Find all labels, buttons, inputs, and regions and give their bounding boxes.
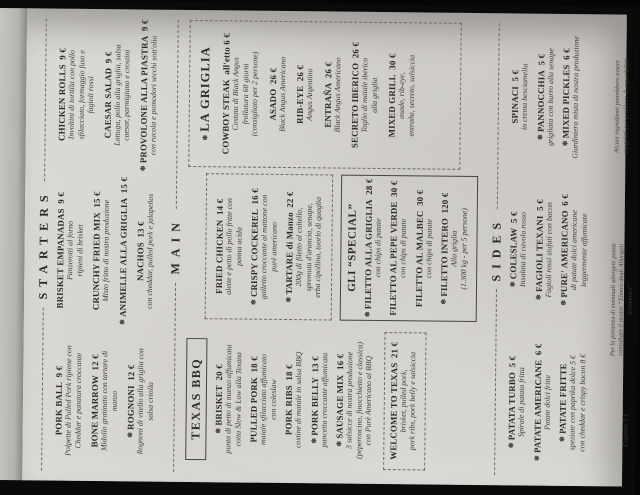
item-desc: con coleslaw [268,379,278,420]
item-desc: manzo [109,390,119,412]
item-desc: fagioli rossi [85,76,96,114]
menu-item [349,42,379,148]
coperto-note: Coperto 3 € [621,413,630,447]
starters-column-2 [55,176,164,325]
menu-item [55,192,85,309]
item-desc: con cheddar e crispy bacon 8 € [576,353,587,452]
item-name: PATATA TURBO [506,371,518,441]
item-price: 12 € [90,354,101,376]
menu-item [213,344,243,453]
menu-item [560,36,581,159]
frozen-icon: ❄ [536,133,545,141]
texas-bbq-column [185,325,426,474]
item-title [309,353,320,448]
item-desc: pork ribs, pork belly e salsiccia [407,351,418,451]
menu-item [535,48,556,146]
starters-header-row [34,18,54,470]
item-price: 30 € [387,53,398,75]
item-desc: ripieni di brisket [74,224,85,277]
item-title [362,178,373,317]
item-price: 9 € [55,192,66,209]
menu-item [387,53,417,137]
note-line: consultare il nostro “Elenco degli Allergeni [617,243,626,356]
item-title [439,193,450,305]
item-name: PORK RIBS [283,385,294,436]
menu-item [138,19,159,171]
gli-special-items [362,177,475,319]
item-title [55,192,66,308]
item-desc: Black Angus Americano [332,57,342,133]
frozen-icon: ❄ [249,298,258,306]
item-desc: spremuta d'arancia, senape, [303,203,314,292]
item-name: PATATE FRITTE [557,363,569,434]
item-desc: Lattuga, pollo alla griglia, salsa [111,44,123,146]
item-name: ENTRAÑA [322,82,333,128]
item-desc: Fagioli rossi stufati con bacon [543,201,554,298]
frozen-icon: ❄ [558,435,567,442]
item-desc: di patate dolci americane [568,210,579,291]
menu-item [334,342,374,459]
menu-item [388,181,409,316]
menu-item [388,342,418,460]
frozen-icon: ❄ [363,311,372,318]
menu-item [214,198,244,295]
item-desc: Black Angus Americano [277,56,287,132]
item-name: FILETTO AL MALBEC [413,210,425,308]
item-name: PATATE AMERICANE [531,359,543,454]
item-price: 30 € [414,189,425,211]
item-price: 18 € [283,364,295,386]
item-name: FILETTO INTERO [438,217,450,297]
menu-item [508,211,528,287]
item-name: PURE' AMERICANO [558,210,570,298]
item-desc: (consigliato per 2 persone) [249,51,260,137]
item-title [532,344,543,462]
item-title [295,65,306,124]
item-name: COLESLAW [508,227,519,280]
allergen-note [609,205,636,395]
item-price: 16 € [335,353,346,375]
item-name: PANNOCCHIA [535,70,546,133]
main-grid [185,20,486,475]
main-header-row [166,20,186,472]
item-price: 20 € [213,364,225,386]
dashed-rule [41,307,44,470]
frozen-icon: ❄ [126,431,135,438]
item-desc: maiale sfilacciato affumicato [258,353,269,445]
menu-item [248,354,278,445]
sides-column-1 [506,329,608,477]
item-desc: asado, rib-eye, [396,72,407,119]
main-center-column [187,173,479,323]
la-griglia-items [220,23,424,166]
item-name: BRISKET EMPANADAS [54,208,66,309]
item-desc: Angus Argentino [304,68,315,121]
item-desc: costine di maiale in salsa BBQ [293,351,304,449]
item-title [322,57,333,132]
menu-item [559,194,589,306]
sides-section-title: SIDES [489,216,504,282]
item-name: PORK BALL [53,381,65,436]
item-name: SPINACI [509,85,521,124]
menu-item [134,193,155,308]
menu-item [284,191,324,303]
item-price: 18 € [249,356,260,378]
item-price: 9 € [54,365,65,382]
la-griglia-title [197,23,213,164]
item-title [220,33,231,154]
dashed-rule [497,23,500,209]
item-name: PORK BELLY [308,376,320,436]
item-desc: in crema besciamella [519,63,530,131]
welcome-to-texas-box [383,332,426,470]
item-desc: salsa criolla [145,381,155,421]
item-price: all'etto 6 € [221,33,232,80]
item-title [388,181,399,316]
item-name: FRIED CHICKEN [213,219,225,294]
menu-item [102,44,132,146]
main-section-title: MAIN [168,217,183,275]
item-price: 30 € [388,180,400,202]
menu-item [506,356,526,449]
menu-item [557,354,587,452]
item-name: FILETTO AL PEPE VERDE [387,201,399,316]
item-desc: con rucola e pomodori secchi sott'olio [147,35,159,156]
item-name: ASADO [267,88,278,121]
item-desc: purè americano [268,222,279,272]
starters-section-title: STARTERS [35,189,52,300]
menu-item [249,188,279,305]
item-price: 9 € [102,51,113,68]
la-griglia-label: LA GRIGLIA [197,46,213,132]
item-price: 5 € [535,53,546,71]
item-title [535,48,546,146]
item-desc: Giardiniera mista di nostra produzione [570,36,581,159]
item-price: 15 € [118,176,129,198]
menu-footer [608,24,638,476]
la-griglia-box [188,20,462,170]
item-name: CHICKEN ROLLS [56,64,68,141]
item-name: NACHOS [134,242,145,282]
item-price: 26 € [295,64,306,86]
item-desc: grigliata con burro alla senape [545,48,556,146]
item-name: RIB-EYE [294,85,306,124]
item-desc: Rognoni di vitello alla griglia con [135,348,146,455]
item-price: 26 € [322,61,333,83]
item-price: 9 € [57,48,68,65]
item-desc: Midollo gratinato con tartare di [99,350,110,452]
item-desc: galletto croccante al mattone con [258,194,269,300]
item-title [388,342,399,460]
item-name: SECRETO IBERICO [349,62,361,149]
item-price: 5 € [508,211,519,228]
menu-item [89,351,119,452]
menu-item [510,63,530,130]
note-line: Alimentari” [626,284,634,316]
item-title [117,177,129,325]
item-title [533,199,544,300]
item-name: PROVOLONE ALLA PIASTRA [137,35,150,164]
menu-item [533,199,554,300]
item-price: 6 € [559,194,570,211]
starters-column-1 [53,330,161,471]
item-price: 22 € [284,191,296,213]
frozen-icon: ❄ [532,454,541,462]
item-price: 26 € [267,67,278,89]
item-price: 13 € [134,221,146,243]
item-desc: speziate con paprika dolce 5 € [567,355,578,451]
sides-grid [506,23,611,476]
item-desc: brisket, pulled pork, [397,369,408,433]
item-desc: erba cipollina, tuorlo di quaglia [312,196,323,298]
item-desc: con Purè Americano al BBQ [363,355,374,446]
item-desc: Costata di Black Angus [230,57,241,131]
item-desc: Taglio di maiale iberico [359,57,370,133]
dashed-rule [44,18,47,181]
item-name: TARTARE di Manzo [283,212,295,295]
item-price: 16 € [249,188,261,210]
item-price: 12 € [125,364,137,386]
item-name: MIXED GRILL [386,74,398,138]
item-name: PULLED PORK [248,376,260,443]
menu-item [267,57,287,132]
item-desc: Insalata di cavolo rosso [518,212,528,287]
item-desc: 200g di filetto al coltello, [294,207,304,287]
item-name: BRISKET [213,385,224,426]
note-line: Per la presenza di eventuali allergeni potete [609,243,618,357]
item-title [413,190,424,308]
item-desc: punta di petto di manzo affumicata [223,344,234,454]
item-name: MIXED PICKLES [560,64,572,139]
note-line: Alcuni ingredienti potrebbero essere [613,59,622,153]
item-title [387,53,398,137]
sides-column-3 [509,23,611,171]
menu-item [283,351,304,448]
item-name: ROGNONI [125,385,136,430]
item-price: 6 € [532,343,543,360]
item-desc: Involtini di tortilla con pollo [66,49,77,140]
item-price: 28 € [363,178,374,200]
item-desc: Misto fritto di nostra produzione [100,199,111,302]
gli-special-box [339,174,478,322]
item-desc: Spirale di patata fritta [516,367,527,438]
menu-item [57,48,96,141]
item-desc: Panzerotti al forno [65,220,75,280]
item-desc: Cheddar e panatura croccante [72,352,83,449]
item-price: 5 € [507,355,518,373]
item-desc: Alla griglia [449,230,459,267]
item-desc: sfilacciato, formaggio fuso e [76,50,86,140]
item-price: 5 € [510,69,521,87]
frozen-icon: ❄ [507,442,516,449]
gli-special-title: GLI “SPECIAL” [345,203,359,292]
main-center-box [205,173,333,321]
item-price: 26 € [350,41,361,63]
frozen-icon: ❄ [138,165,147,172]
item-price: 120 € [439,192,451,219]
la-griglia-column [188,20,462,170]
item-title [102,44,113,145]
item-desc: (1.300 kg - per 5 persone) [458,208,469,290]
item-desc: entraña, secreto, salsiccia [406,54,416,137]
item-name: CAESAR SALAD [102,67,113,139]
item-desc: Polpette di Pulled Pork ripiene con [63,345,74,456]
item-price: 13 € [309,356,320,378]
frozen-icon: ❄ [439,298,448,305]
item-name: WELCOME TO TEXAS [387,362,399,460]
item-name: ANIMELLE ALLA GRIGLIA [117,197,129,317]
menu-content [28,18,634,476]
item-desc: con chips di patate [423,218,434,279]
frozen-icon: ❄ [534,293,543,301]
frozen-icon: ❄ [559,299,568,306]
menu-item [53,345,83,456]
frozen-icon: ❄ [201,133,210,141]
menu-paper [22,8,634,486]
item-name: FAGIOLI TEXANI [533,215,545,293]
item-price: 21 € [388,341,399,363]
menu-item [117,177,129,325]
frozen-icon: ❄ [561,140,570,147]
item-desc: frollatura 60 giorni [240,63,250,125]
menu-item [91,191,112,310]
starters-column-3 [56,19,165,172]
frozen-icon: ❄ [118,318,127,325]
dashed-rule [494,290,497,476]
item-title [510,63,521,130]
menu-item [413,190,434,308]
item-desc: alla griglia [369,77,379,113]
frozen-icon: ❄ [284,296,293,303]
item-price: 6 € [561,48,572,65]
menu-item [295,65,315,124]
item-price: 15 € [91,191,103,213]
menu-item [220,33,260,155]
item-name: COWBOY STEAK [220,79,232,155]
item-desc: cotta Slow & Low alla Texana [232,351,243,447]
menu-item [439,193,469,305]
dashed-rule [176,20,179,209]
sides-column-2 [508,176,610,324]
item-name: CRUNCHY FRIED MIX [90,212,102,311]
item-desc: con cheddar, pulled pork e jalapeños [144,193,155,309]
frozen-icon: ❄ [309,437,318,444]
item-desc: Patate dolci fritte [542,374,552,430]
item-desc: con chips di patate [372,218,383,278]
item-desc: alette e petto di pollo fritte con [223,198,234,295]
item-desc: con chips di patate [398,218,408,278]
frozen-icon: ❄ [214,427,223,434]
item-price: 9 € [139,19,150,36]
item-desc: pancetta croccante affumicata [318,352,329,448]
item-name: BONE MARROW [89,375,101,448]
note-line: congelati per problemi di reperibilità [622,58,631,155]
menu-item [322,57,342,132]
texas-bbq-items [213,326,380,474]
item-price: 14 € [214,198,225,220]
item-desc: panna acida [233,227,244,266]
item-desc: leggermente affumicate [578,213,589,287]
texas-bbq-title: TEXAS BBQ [185,338,207,460]
item-name: FILETTO ALLA GRIGLIA [362,199,374,310]
menu-item [532,344,553,462]
sides-header-row [487,23,507,475]
item-price: 5 € [534,199,545,216]
menu-item [309,353,329,448]
frozen-ingredients-note [613,26,631,186]
item-desc: caesar, parmigiano e crostini [121,49,132,141]
starters-grid [53,19,165,472]
item-title [267,57,278,132]
item-desc: (peperoncino, finocchietto e classica) [353,341,364,460]
item-desc: 3 salsicce di nostra produzione [344,351,355,449]
item-name: SAUSAGE MIX [334,374,346,439]
menu-item [125,348,155,455]
frozen-icon: ❄ [335,440,344,447]
dashed-rule [173,283,176,472]
item-name: CRISPY COCKEREL [248,209,260,298]
frozen-icon: ❄ [509,281,518,288]
menu-item [362,178,383,317]
